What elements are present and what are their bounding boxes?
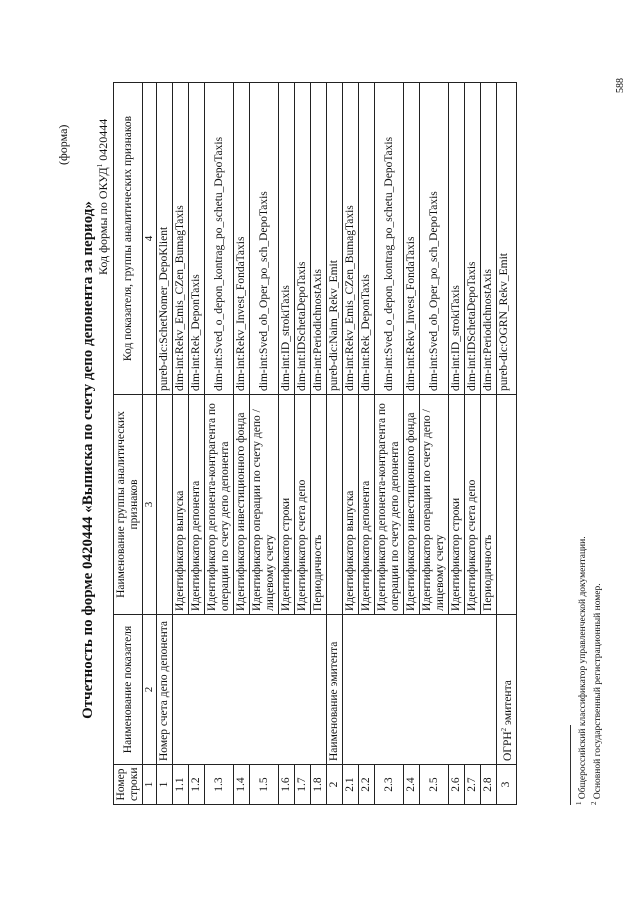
row-number: 2 bbox=[327, 765, 343, 805]
code-cell: dim-int:PeriodichnostAxis bbox=[481, 83, 497, 395]
header-num-1: 1 bbox=[143, 765, 157, 805]
form-label: (форма) bbox=[56, 124, 70, 165]
row-number: 2.4 bbox=[404, 765, 420, 805]
footnote-2 bbox=[589, 285, 604, 805]
group-name: Идентификатор строки bbox=[279, 395, 295, 615]
group-name: Идентификатор операции по счету депо / лицевому счету bbox=[250, 395, 279, 615]
row-number: 1.8 bbox=[311, 765, 327, 805]
row-number: 2.3 bbox=[375, 765, 404, 805]
footnote-text: Основной государственный регистрационный номер. bbox=[593, 583, 604, 802]
indicator-name: Номер счета депо депонента bbox=[157, 615, 173, 765]
header-num-3: 3 bbox=[143, 395, 157, 615]
ogrn-label-tail: эмитента bbox=[501, 680, 514, 728]
table-row bbox=[157, 83, 173, 805]
table-row bbox=[343, 83, 359, 805]
row-number: 2.8 bbox=[481, 765, 497, 805]
indicator-name bbox=[497, 615, 517, 765]
header-num-2: 2 bbox=[143, 615, 157, 765]
header-row-number: Номер строки bbox=[114, 765, 143, 805]
header-code: Код показателя, группы аналитических признаков bbox=[114, 83, 143, 395]
row-number: 1.7 bbox=[295, 765, 311, 805]
code-cell: dim-int:ID_strokiTaxis bbox=[279, 83, 295, 395]
code-cell: dim-int:Sved_ob_Oper_po_sch_DepoTaxis bbox=[250, 83, 279, 395]
code-cell: dim-int:Rekv_Invest_FondaTaxis bbox=[234, 83, 250, 395]
group-name: Периодичность bbox=[311, 395, 327, 615]
header-indicator-name: Наименование показателя bbox=[114, 615, 143, 765]
row-number: 3 bbox=[497, 765, 517, 805]
group-name: Идентификатор депонента-контрагента по операции по счету депо депонента bbox=[205, 395, 234, 615]
group-name bbox=[157, 395, 173, 615]
group-name bbox=[327, 395, 343, 615]
header-num-4: 4 bbox=[143, 83, 157, 395]
okud-code-line bbox=[96, 119, 111, 275]
page-number: 588 bbox=[615, 78, 626, 93]
code-cell: dim-int:IDSchetaDepoTaxis bbox=[465, 83, 481, 395]
row-number: 1.5 bbox=[250, 765, 279, 805]
row-number: 1.1 bbox=[173, 765, 189, 805]
footnotes bbox=[570, 285, 604, 805]
code-cell: dim-int:Sved_o_depon_kontrag_po_schetu_DepoTaxis bbox=[375, 83, 404, 395]
row-number: 2.7 bbox=[465, 765, 481, 805]
footnote-divider bbox=[570, 725, 571, 805]
group-name: Идентификатор инвестиционного фонда bbox=[404, 395, 420, 615]
row-number: 2.6 bbox=[449, 765, 465, 805]
group-name: Идентификатор выпуска bbox=[343, 395, 359, 615]
group-name: Идентификатор депонента bbox=[189, 395, 205, 615]
indicator-name-empty bbox=[343, 615, 497, 765]
group-name: Идентификатор операции по счету депо / лицевому счету bbox=[420, 395, 449, 615]
group-name: Периодичность bbox=[481, 395, 497, 615]
code-cell: dim-int:Sved_ob_Oper_po_sch_DepoTaxis bbox=[420, 83, 449, 395]
code-cell: dim-int:ID_strokiTaxis bbox=[449, 83, 465, 395]
report-table bbox=[113, 82, 517, 805]
code-cell: pureb-dic:Naim_Rekv_Emit bbox=[327, 83, 343, 395]
okud-caption: Код формы по ОКУД bbox=[96, 167, 110, 275]
group-name: Идентификатор депонента bbox=[359, 395, 375, 615]
footnote-text: Общероссийский классификатор управленческой документации. bbox=[578, 536, 589, 802]
group-name: Идентификатор депонента-контрагента по операции по счету депо депонента bbox=[375, 395, 404, 615]
code-cell: dim-int:Rekv_Emis_CZen_BumagTaxis bbox=[343, 83, 359, 395]
table-row bbox=[497, 83, 517, 805]
okud-code: 0420444 bbox=[96, 118, 110, 161]
code-cell: dim-int:Rek_DeponTaxis bbox=[359, 83, 375, 395]
row-number: 1 bbox=[157, 765, 173, 805]
footnote-mark: 2 bbox=[590, 801, 599, 805]
row-number: 1.2 bbox=[189, 765, 205, 805]
ogrn-footnote-mark: 2 bbox=[500, 727, 508, 732]
group-name bbox=[497, 395, 517, 615]
group-name: Идентификатор инвестиционного фонда bbox=[234, 395, 250, 615]
page-title: Отчетность по форме 0420444 «Выписка по счету депо депонента за период» bbox=[80, 201, 96, 719]
footnote-mark: 1 bbox=[575, 801, 583, 805]
row-number: 1.6 bbox=[279, 765, 295, 805]
ogrn-label: ОГРН bbox=[501, 731, 514, 761]
row-number: 2.5 bbox=[420, 765, 449, 805]
footnote-1 bbox=[574, 285, 589, 805]
code-cell: dim-int:IDSchetaDepoTaxis bbox=[295, 83, 311, 395]
okud-footnote-mark: 1 bbox=[96, 163, 104, 168]
code-cell: pureb-dic:OGRN_Rekv_Emit bbox=[497, 83, 517, 395]
row-number: 1.3 bbox=[205, 765, 234, 805]
code-cell: dim-int:Sved_o_depon_kontrag_po_schetu_DepoTaxis bbox=[205, 83, 234, 395]
group-name: Идентификатор счета депо bbox=[295, 395, 311, 615]
indicator-name-empty bbox=[173, 615, 327, 765]
table-row bbox=[327, 83, 343, 805]
code-cell: dim-int:Rek_DeponTaxis bbox=[189, 83, 205, 395]
code-cell: dim-int:Rekv_Invest_FondaTaxis bbox=[404, 83, 420, 395]
header-group-name: Наименование группы аналитических признаков bbox=[114, 395, 143, 615]
row-number: 1.4 bbox=[234, 765, 250, 805]
code-cell: dim-int:Rekv_Emis_CZen_BumagTaxis bbox=[173, 83, 189, 395]
code-cell: pureb-dic:SchetNomer_DepoKlient bbox=[157, 83, 173, 395]
group-name: Идентификатор выпуска bbox=[173, 395, 189, 615]
group-name: Идентификатор строки bbox=[449, 395, 465, 615]
row-number: 2.2 bbox=[359, 765, 375, 805]
indicator-name: Наименование эмитента bbox=[327, 615, 343, 765]
code-cell: dim-int:PeriodichnostAxis bbox=[311, 83, 327, 395]
row-number: 2.1 bbox=[343, 765, 359, 805]
table-row bbox=[173, 83, 189, 805]
group-name: Идентификатор счета депо bbox=[465, 395, 481, 615]
